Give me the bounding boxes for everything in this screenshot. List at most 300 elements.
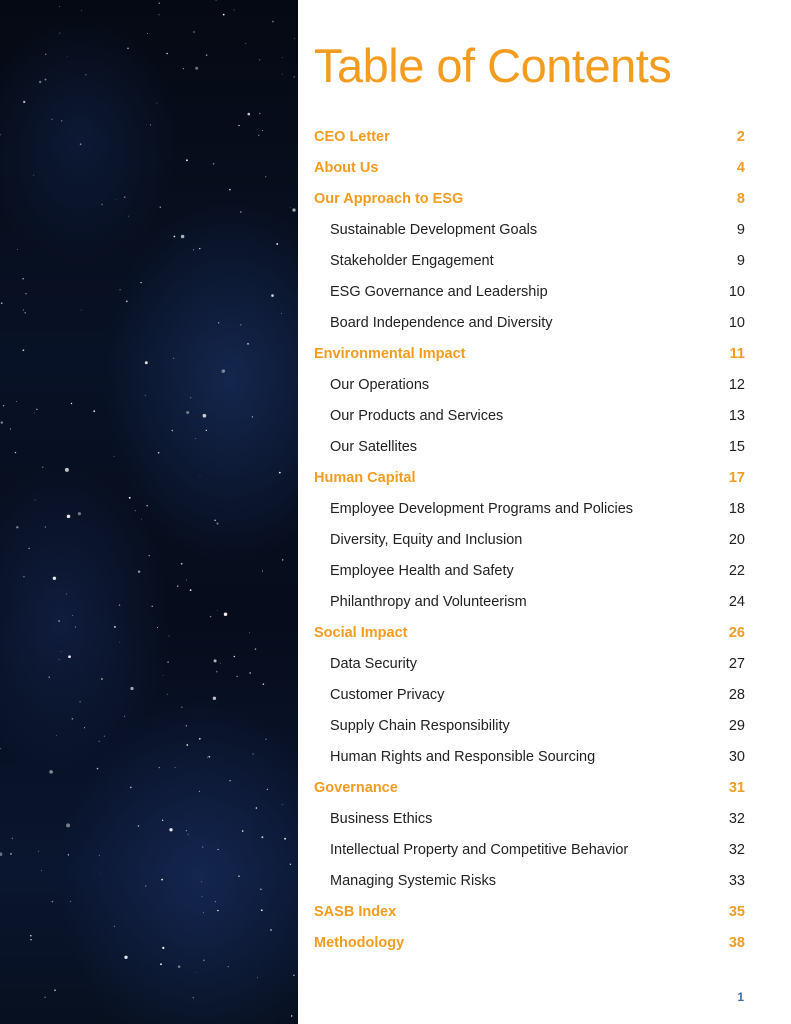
star <box>261 909 263 911</box>
star <box>193 31 195 33</box>
star <box>261 836 263 838</box>
star <box>206 54 208 56</box>
toc-entry-label: Human Rights and Responsible Sourcing <box>330 748 596 765</box>
toc-entry-label: Stakeholder Engagement <box>330 252 494 269</box>
star <box>213 163 215 165</box>
star <box>49 770 53 774</box>
star <box>169 636 170 637</box>
star <box>181 707 183 709</box>
star <box>101 204 102 205</box>
star <box>72 718 74 720</box>
star <box>272 21 274 23</box>
star <box>217 910 218 911</box>
toc-subsection-entry[interactable] <box>314 865 745 896</box>
toc-subsection-entry[interactable] <box>314 741 745 772</box>
star <box>100 874 101 875</box>
star <box>149 555 150 556</box>
star <box>249 672 251 674</box>
star <box>71 403 72 404</box>
star <box>199 248 200 249</box>
toc-subsection-entry[interactable] <box>314 493 745 524</box>
star <box>186 725 188 727</box>
toc-section-entry[interactable] <box>314 772 745 803</box>
star <box>68 854 69 855</box>
toc-entry-page: 27 <box>728 655 745 672</box>
star <box>115 200 116 201</box>
star <box>52 901 54 903</box>
star <box>175 767 176 768</box>
star <box>290 207 291 208</box>
toc-entry-label: Intellectual Property and Competitive Behavior <box>330 841 629 858</box>
star <box>279 472 281 474</box>
star <box>203 912 204 913</box>
star <box>53 577 56 580</box>
star <box>282 559 283 560</box>
star <box>59 33 60 34</box>
star <box>262 130 263 131</box>
star <box>221 369 224 372</box>
star <box>25 293 26 294</box>
star <box>169 828 172 831</box>
star <box>85 74 86 75</box>
toc-subsection-entry[interactable] <box>314 710 745 741</box>
toc-entry-page: 11 <box>729 345 745 362</box>
toc-entry-page: 18 <box>728 500 745 517</box>
star <box>160 963 162 965</box>
star <box>80 143 82 145</box>
star <box>260 888 262 890</box>
star <box>229 780 230 781</box>
starfield-image <box>0 0 298 1024</box>
star <box>252 753 253 754</box>
star <box>236 676 237 677</box>
star <box>292 208 295 211</box>
star <box>186 830 187 831</box>
star <box>218 322 219 323</box>
star <box>59 6 60 7</box>
star <box>294 76 295 77</box>
toc-entry-label: Social Impact <box>314 624 408 641</box>
toc-subsection-entry[interactable] <box>314 431 745 462</box>
toc-subsection-entry[interactable] <box>314 834 745 865</box>
star <box>240 211 241 212</box>
star <box>158 452 160 454</box>
star <box>150 124 151 125</box>
star <box>234 9 235 10</box>
star <box>157 627 158 628</box>
star <box>247 113 250 116</box>
star <box>114 456 115 457</box>
star <box>195 438 196 439</box>
star <box>38 851 39 852</box>
star <box>10 429 11 430</box>
star <box>114 926 115 927</box>
star <box>79 701 80 702</box>
toc-entry-page: 20 <box>728 531 745 548</box>
star <box>35 500 36 501</box>
star <box>59 659 60 660</box>
star <box>17 249 18 250</box>
star <box>65 468 69 472</box>
star <box>128 216 129 217</box>
toc-entry-label: Governance <box>314 779 398 796</box>
toc-subsection-entry[interactable] <box>314 586 745 617</box>
star <box>16 401 17 402</box>
star <box>193 997 194 998</box>
toc-entry-label: Data Security <box>330 655 418 672</box>
toc-entry-label: Our Products and Services <box>330 407 504 424</box>
star <box>193 249 194 250</box>
star <box>23 101 25 103</box>
star <box>145 885 147 887</box>
toc-entry-page: 29 <box>728 717 745 734</box>
star <box>162 947 164 949</box>
star <box>186 579 187 580</box>
star <box>238 125 239 126</box>
star <box>145 361 148 364</box>
star <box>151 606 152 607</box>
toc-subsection-entry[interactable] <box>314 307 745 338</box>
star <box>290 863 292 865</box>
star <box>138 825 140 827</box>
star <box>256 807 258 809</box>
star <box>217 610 218 611</box>
toc-section-entry[interactable] <box>314 338 745 369</box>
star <box>99 741 100 742</box>
star <box>186 744 188 746</box>
star <box>208 756 210 758</box>
star <box>45 526 46 527</box>
star <box>81 310 82 311</box>
star <box>51 119 52 120</box>
star <box>186 411 189 414</box>
star <box>45 54 46 55</box>
toc-entry-page: 17 <box>728 469 745 486</box>
toc-section-entry[interactable] <box>314 462 745 493</box>
star <box>202 846 203 847</box>
star <box>265 176 266 177</box>
star <box>177 585 178 586</box>
star <box>263 683 265 685</box>
star <box>30 939 31 940</box>
star <box>130 787 132 789</box>
star <box>262 571 263 572</box>
toc-subsection-entry[interactable] <box>314 524 745 555</box>
toc-entry-label: Our Satellites <box>330 438 418 455</box>
star <box>70 901 71 902</box>
star <box>0 134 1 135</box>
star <box>12 838 13 839</box>
toc-entry-page: 28 <box>728 686 745 703</box>
star <box>141 519 142 520</box>
toc-entry-label: Board Independence and Diversity <box>330 314 553 331</box>
star <box>245 43 246 44</box>
toc-entry-page: 35 <box>728 903 745 920</box>
star <box>119 605 120 606</box>
star <box>172 430 174 432</box>
star <box>242 830 244 832</box>
star <box>163 675 164 676</box>
star <box>218 849 219 850</box>
star <box>10 853 12 855</box>
star <box>159 3 160 4</box>
star <box>258 135 259 136</box>
star <box>23 349 25 351</box>
star <box>146 124 147 125</box>
toc-entry-label: Employee Health and Safety <box>330 562 514 579</box>
star <box>84 727 85 728</box>
star <box>66 823 70 827</box>
star <box>33 175 34 176</box>
star <box>157 103 158 104</box>
star <box>293 974 295 976</box>
star <box>49 677 50 678</box>
toc-page <box>314 0 745 1024</box>
toc-subsection-entry[interactable] <box>314 648 745 679</box>
toc-entry-label: ESG Governance and Leadership <box>330 283 548 300</box>
star <box>147 33 148 34</box>
star <box>127 48 128 49</box>
star <box>135 510 136 511</box>
star <box>99 855 100 856</box>
toc-subsection-entry[interactable] <box>314 400 745 431</box>
toc-subsection-entry[interactable] <box>314 369 745 400</box>
toc-subsection-entry[interactable] <box>314 679 745 710</box>
toc-entry-page: 9 <box>736 252 745 269</box>
star <box>30 935 32 937</box>
star <box>126 300 128 302</box>
star <box>267 789 268 790</box>
star <box>276 243 278 245</box>
star <box>174 236 176 238</box>
star <box>214 520 215 521</box>
toc-list <box>314 121 745 958</box>
toc-entry-label: Business Ethics <box>330 810 433 827</box>
star <box>282 804 283 805</box>
star <box>67 515 71 519</box>
star <box>249 632 250 633</box>
star <box>119 642 120 643</box>
toc-entry-page: 22 <box>728 562 745 579</box>
star <box>66 593 67 594</box>
toc-entry-label: Our Approach to ESG <box>314 190 464 207</box>
star <box>252 416 253 417</box>
star <box>216 671 218 673</box>
star <box>0 748 1 749</box>
toc-entry-label: Supply Chain Responsibility <box>330 717 510 734</box>
toc-subsection-entry[interactable] <box>314 555 745 586</box>
toc-entry-page: 32 <box>728 810 745 827</box>
star <box>281 313 282 314</box>
star <box>24 312 25 313</box>
toc-entry-label: Managing Systemic Risks <box>330 872 496 889</box>
toc-subsection-entry[interactable] <box>314 214 745 245</box>
toc-entry-label: About Us <box>314 159 379 176</box>
star <box>186 159 188 161</box>
star <box>1 302 3 304</box>
star <box>104 736 105 737</box>
star <box>146 505 147 506</box>
star <box>210 616 212 618</box>
star <box>1 421 3 423</box>
star <box>23 576 25 578</box>
star <box>178 965 181 968</box>
star <box>97 768 99 770</box>
toc-entry-label: Diversity, Equity and Inclusion <box>330 531 523 548</box>
toc-entry-page: 38 <box>728 934 745 951</box>
toc-section-entry[interactable] <box>314 183 745 214</box>
star <box>203 960 204 961</box>
star <box>214 659 217 662</box>
star <box>200 476 201 477</box>
toc-entry-label: Sustainable Development Goals <box>330 221 538 238</box>
star <box>259 59 260 60</box>
star <box>67 56 68 57</box>
star <box>93 410 95 412</box>
star <box>203 414 207 418</box>
star <box>3 405 4 406</box>
star <box>124 196 126 198</box>
star <box>145 395 146 396</box>
star <box>56 735 57 736</box>
toc-entry-label: Employee Development Programs and Policies <box>330 500 634 517</box>
toc-entry-page: 10 <box>728 283 745 300</box>
star <box>78 512 81 515</box>
star <box>202 896 203 897</box>
toc-subsection-entry[interactable] <box>314 276 745 307</box>
star <box>58 620 59 621</box>
star <box>167 661 169 663</box>
star <box>42 466 43 467</box>
star <box>224 613 228 617</box>
star <box>183 68 184 69</box>
star <box>23 309 24 310</box>
toc-subsection-entry[interactable] <box>314 803 745 834</box>
star <box>234 656 236 658</box>
star <box>282 74 283 75</box>
star <box>257 977 258 978</box>
star <box>238 875 240 877</box>
star <box>206 430 207 431</box>
star <box>158 14 159 15</box>
star <box>207 757 208 758</box>
star <box>229 189 231 191</box>
star <box>167 694 168 695</box>
star <box>0 852 2 856</box>
toc-entry-label: Customer Privacy <box>330 686 445 703</box>
star <box>282 57 283 58</box>
star <box>220 663 221 664</box>
star <box>188 834 189 835</box>
star <box>61 120 62 121</box>
star <box>181 563 183 565</box>
star <box>240 324 241 325</box>
star <box>247 343 249 345</box>
toc-entry-page: 32 <box>728 841 745 858</box>
toc-section-entry[interactable] <box>314 927 745 958</box>
star <box>259 113 261 115</box>
star <box>36 409 37 410</box>
star <box>138 570 140 572</box>
star <box>124 956 127 959</box>
star <box>190 589 192 591</box>
star <box>162 820 163 821</box>
star <box>195 67 198 70</box>
star <box>223 14 225 16</box>
star <box>61 651 62 652</box>
toc-entry-page: 2 <box>736 128 745 145</box>
star <box>199 791 200 792</box>
star <box>166 53 168 55</box>
star <box>215 0 216 1</box>
star <box>129 497 131 499</box>
toc-entry-page: 15 <box>728 438 745 455</box>
star <box>140 282 141 283</box>
toc-entry-page: 33 <box>728 872 745 889</box>
star <box>284 838 286 840</box>
star <box>294 38 295 39</box>
toc-entry-page: 4 <box>736 159 745 176</box>
toc-section-entry[interactable] <box>314 121 745 152</box>
star <box>120 289 121 290</box>
toc-entry-page: 8 <box>736 190 745 207</box>
star <box>15 452 16 453</box>
star <box>270 929 272 931</box>
star <box>271 294 274 297</box>
star <box>114 626 116 628</box>
toc-section-entry[interactable] <box>314 152 745 183</box>
star <box>213 697 216 700</box>
star <box>41 870 42 871</box>
stars-graphic <box>0 0 298 1024</box>
toc-subsection-entry[interactable] <box>314 245 745 276</box>
toc-entry-label: SASB Index <box>314 903 397 920</box>
toc-entry-page: 13 <box>728 407 745 424</box>
star <box>161 879 163 881</box>
star <box>45 997 46 998</box>
star <box>45 79 47 81</box>
star <box>34 413 35 414</box>
star <box>228 966 229 967</box>
star <box>181 235 185 239</box>
toc-section-entry[interactable] <box>314 617 745 648</box>
star <box>159 767 160 768</box>
star <box>22 278 23 279</box>
page-title: Table of Contents <box>314 39 672 92</box>
toc-entry-label: CEO Letter <box>314 128 390 145</box>
star <box>29 548 30 549</box>
star <box>255 648 256 649</box>
toc-entry-page: 24 <box>728 593 745 610</box>
star <box>201 881 202 882</box>
star <box>72 615 73 616</box>
toc-entry-label: Philanthropy and Volunteerism <box>330 593 527 610</box>
toc-entry-page: 12 <box>728 376 745 393</box>
star <box>130 687 133 690</box>
star <box>39 81 41 83</box>
star <box>291 1015 292 1016</box>
star <box>81 10 82 11</box>
star <box>199 738 201 740</box>
toc-entry-page: 30 <box>728 748 745 765</box>
star <box>124 716 125 717</box>
toc-entry-page: 26 <box>728 624 745 641</box>
toc-section-entry[interactable] <box>314 896 745 927</box>
star <box>75 626 76 627</box>
star <box>195 972 196 973</box>
page-number: 1 <box>737 990 744 1004</box>
toc-entry-label: Our Operations <box>330 376 430 393</box>
